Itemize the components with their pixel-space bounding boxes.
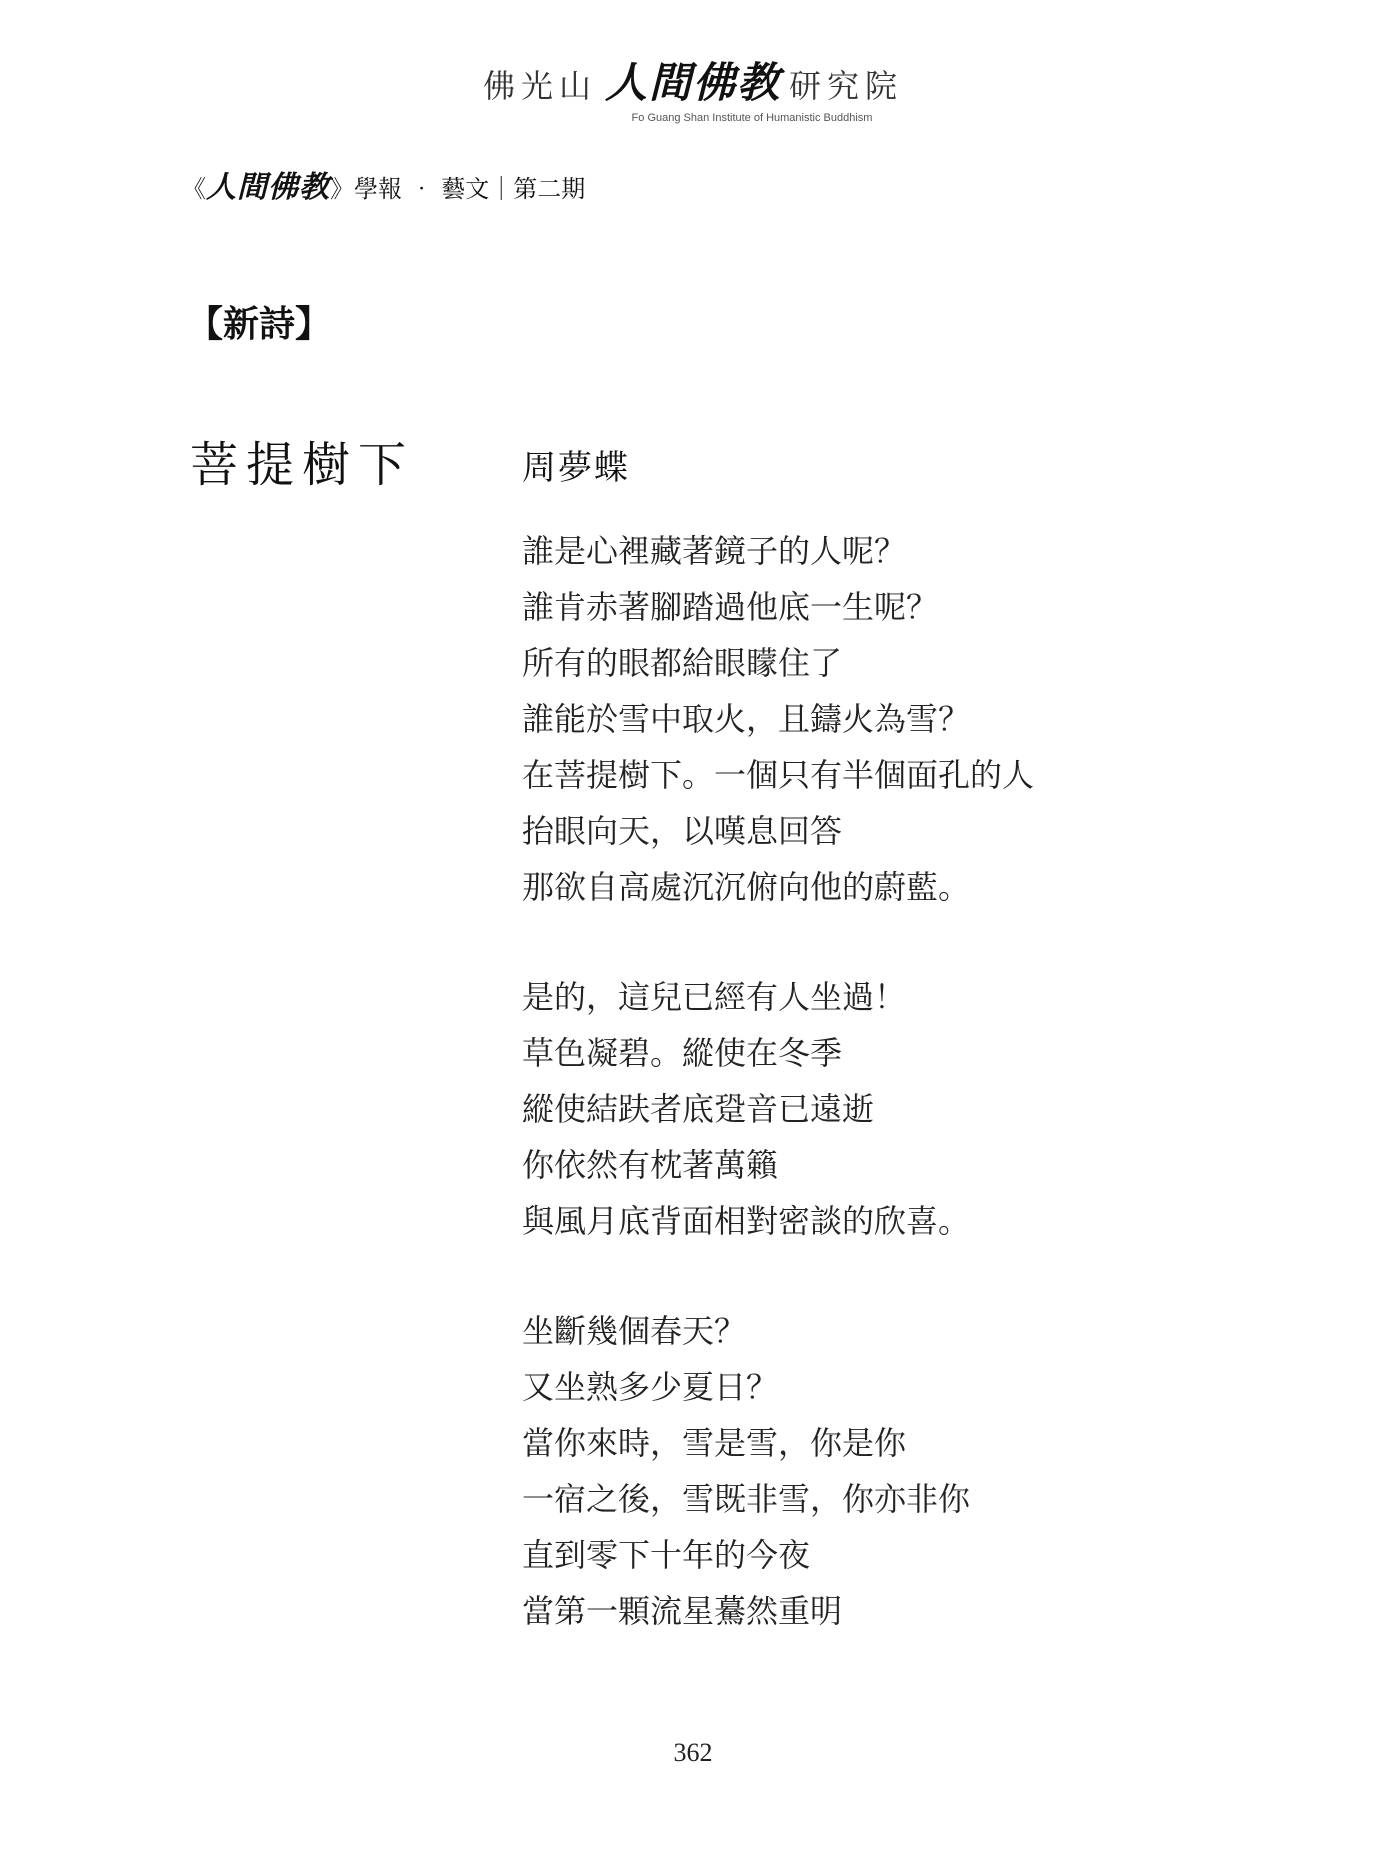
poem-line: 又坐熟多少夏日？	[522, 1368, 779, 1406]
poem-stanza-1	[522, 523, 1034, 915]
poem-line: 當你來時，雪是雪，你是你	[522, 1424, 907, 1462]
stanza-divider	[522, 915, 1034, 969]
institute-english-name: Fo Guang Shan Institute of Humanistic Buddhism	[631, 112, 873, 124]
journal-open-bracket: 《	[182, 175, 206, 203]
logo-left-text: 佛光山	[482, 67, 597, 105]
poem-line: 抬眼向天，以嘆息回答	[522, 812, 843, 850]
section-title: 【新詩】	[187, 303, 332, 345]
poem-line: 誰能於雪中取火，且鑄火為雪？	[522, 700, 971, 738]
institute-logo	[0, 58, 1386, 124]
journal-brand: 人間佛教	[206, 170, 330, 205]
poem-stanza-3	[522, 1303, 1034, 1639]
page-number: 362	[673, 1738, 713, 1767]
institute-name	[0, 58, 1386, 107]
poem-line: 草色凝碧。縱使在冬季	[522, 1034, 843, 1072]
poem-line: 坐斷幾個春天？	[522, 1312, 747, 1350]
poem-title: 菩提樹下	[190, 437, 415, 493]
poem-line: 在菩提樹下。一個只有半個面孔的人	[522, 756, 1035, 794]
poem-line: 所有的眼都給眼矇住了	[522, 644, 843, 682]
poem-author: 周夢蝶	[522, 448, 630, 488]
journal-header	[182, 162, 585, 206]
poem-line: 是的，這兒已經有人坐過！	[522, 978, 907, 1016]
poem-stanza-2	[522, 969, 1034, 1249]
poem-line: 你依然有枕著萬籟	[522, 1146, 779, 1184]
logo-brand-text: 人間佛教	[604, 58, 781, 107]
poem-line: 一宿之後，雪既非雪，你亦非你	[522, 1480, 971, 1518]
stanza-divider	[522, 1249, 1034, 1303]
poem-line: 與風月底背面相對密談的欣喜。	[522, 1202, 971, 1240]
poem-line: 那欲自高處沉沉俯向他的蔚藍。	[522, 868, 971, 906]
poem-line: 誰肯赤著腳踏過他底一生呢？	[522, 588, 939, 626]
poem-line: 縱使結趺者底跫音已遠逝	[522, 1090, 875, 1128]
poem-line: 誰是心裡藏著鏡子的人呢？	[522, 532, 907, 570]
journal-issue-text: 》學報 ‧ 藝文｜第二期	[330, 175, 586, 203]
poem-line: 當第一顆流星驀然重明	[522, 1592, 843, 1630]
poem-body	[522, 523, 1034, 1639]
poem-line: 直到零下十年的今夜	[522, 1536, 811, 1574]
logo-right-text: 研究院	[789, 67, 904, 105]
